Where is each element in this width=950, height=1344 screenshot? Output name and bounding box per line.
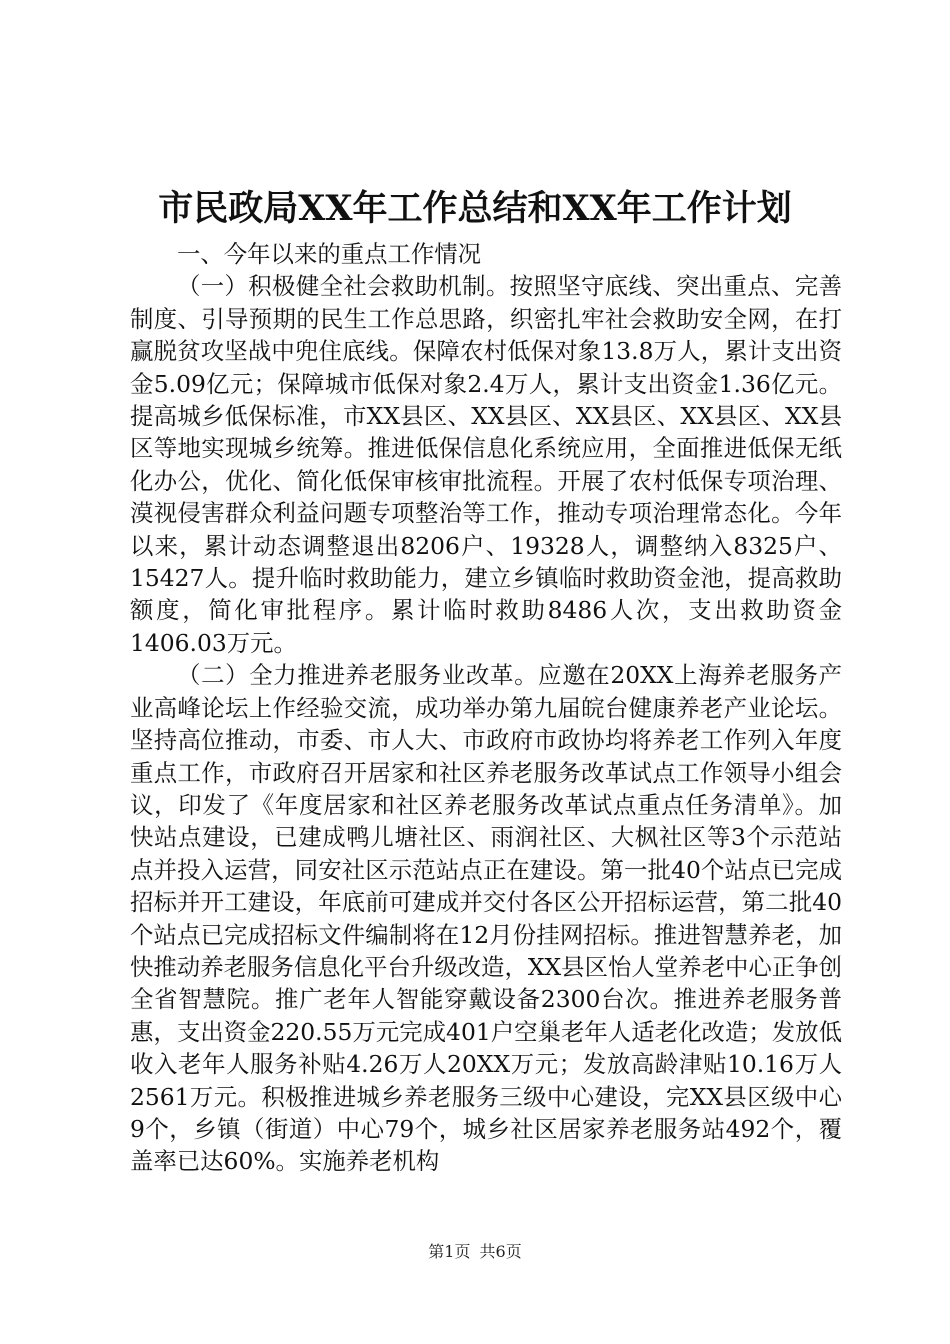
paragraph-social-assistance: （一）积极健全社会救助机制。按照坚守底线、突出重点、完善制度、引导预期的民生工作总思路，织密扎牢社会救助安全网，在打赢脱贫攻坚战中兜住底线。保障农村低保对象13.8万人，累计支出资金5.09亿元；保障城市低保对象2.4万人，累计支出资金1.36亿元。提高城乡低保标准，市XX县区、XX县区、XX县区、XX县区、XX县区等地实现城乡统筹。推进低保信息化系统应用，全面推进低保无纸化办公，优化、简化低保审核审批流程。开展了农村低保专项治理、漠视侵害群众利益问题专项整治等工作，推动专项治理常态化。今年以来，累计动态调整退出8206户、19328人，调整纳入8325户、15427人。提升临时救助能力，建立乡镇临时救助资金池，提高救助额度，简化审批程序。累计临时救助8486人次，支出救助资金1406.03万元。 — [130, 272, 842, 657]
document-title: 市民政局XX年工作总结和XX年工作计划 — [158, 188, 792, 229]
paragraph-elderly-care: （二）全力推进养老服务业改革。应邀在20XX上海养老服务产业高峰论坛上作经验交流，成功举办第九届皖台健康养老产业论坛。坚持高位推动，市委、市人大、市政府市政协均将养老工作列入年度重点工作，市政府召开居家和社区养老服务改革试点工作领导小组会议，印发了《年度居家和社区养老服务改革试点重点任务清单》。加快站点建设，已建成鸭儿塘社区、雨润社区、大枫社区等3个示范站点并投入运营，同安社区示范站点正在建设。第一批40个站点已完成招标并开工建设，年底前可建成并交付各区公开招标运营，第二批40个站点已完成招标文件编制将在12月份挂网招标。推进智慧养老，加快推动养老服务信息化平台升级改造，XX县区怡人堂养老中心正争创全省智慧院。推广老年人智能穿戴设备2300台次。推进养老服务普惠，支出资金220.55万元完成401户空巢老年人适老化改造；发放低收入老年人服务补贴4.26万人20XX万元；发放高龄津贴10.16万人2561万元。积极推进城乡养老服务三级中心建设，完XX县区级中心9个，乡镇（街道）中心79个，城乡社区居家养老服务站492个，覆盖率已达60%。实施养老机构 — [130, 661, 842, 1176]
page-footer — [0, 1240, 950, 1264]
page-total: 共6页 — [479, 1242, 522, 1261]
page-number: 第1页 — [428, 1242, 471, 1261]
section-heading: 一、今年以来的重点工作情况 — [177, 240, 482, 268]
document-body — [130, 238, 842, 1178]
